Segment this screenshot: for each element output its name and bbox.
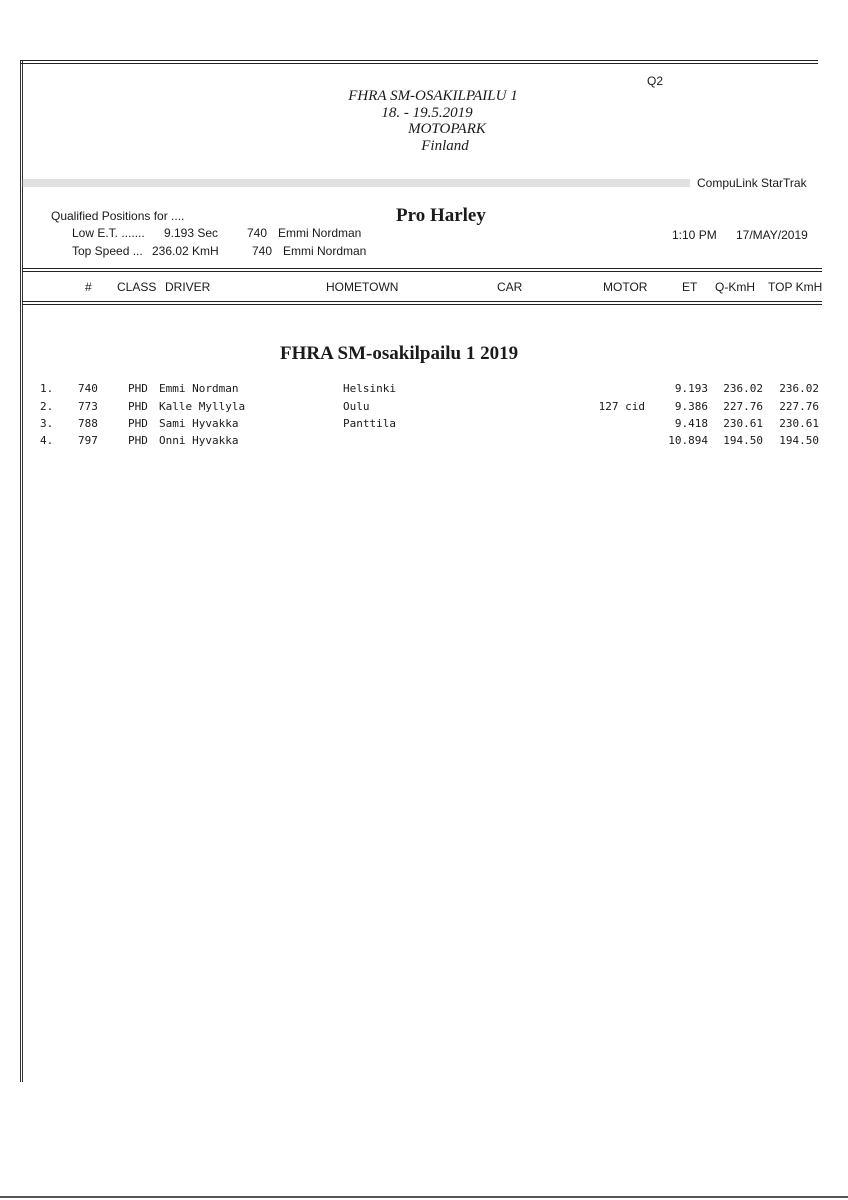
top-rule-inner	[20, 63, 818, 64]
header-rule-bottom-2	[22, 304, 822, 305]
col-car: CAR	[497, 280, 523, 294]
col-class: CLASS	[117, 280, 157, 294]
row-car-number: 788	[78, 417, 98, 430]
row-topkmh: 227.76	[779, 400, 819, 413]
top-speed-label: Top Speed ...	[72, 244, 143, 258]
table-row	[0, 434, 848, 450]
table-row	[0, 417, 848, 433]
row-et: 10.894	[668, 434, 708, 447]
row-qkmh: 194.50	[723, 434, 763, 447]
row-driver: Sami Hyvakka	[159, 417, 239, 430]
row-motor: 127 cid	[598, 400, 645, 413]
system-name: CompuLink StarTrak	[697, 176, 807, 190]
top-speed-driver: Emmi Nordman	[283, 244, 367, 258]
row-qkmh: 230.61	[723, 417, 763, 430]
row-hometown: Helsinki	[343, 382, 396, 395]
row-class: PHD	[128, 400, 148, 413]
report-time: 1:10 PM	[672, 228, 717, 242]
col-et: ET	[682, 280, 698, 294]
qualified-label: Qualified Positions for ....	[51, 209, 185, 223]
row-position: 1.	[40, 382, 54, 395]
col-driver: DRIVER	[165, 280, 211, 294]
event-title: FHRA SM-OSAKILPAILU 1	[348, 88, 518, 104]
top-speed-value: 236.02 KmH	[152, 244, 219, 258]
col-qkmh: Q-KmH	[715, 280, 755, 294]
top-rule	[20, 60, 818, 61]
left-margin-line	[20, 60, 21, 1082]
row-hometown: Oulu	[343, 400, 370, 413]
table-row	[0, 382, 848, 398]
col-number: #	[85, 280, 92, 294]
row-class: PHD	[128, 434, 148, 447]
country: Finland	[421, 138, 469, 154]
row-car-number: 797	[78, 434, 98, 447]
row-position: 2.	[40, 400, 54, 413]
row-topkmh: 236.02	[779, 382, 819, 395]
row-driver: Onni Hyvakka	[159, 434, 239, 447]
row-car-number: 740	[78, 382, 98, 395]
row-qkmh: 227.76	[723, 400, 763, 413]
row-position: 3.	[40, 417, 54, 430]
report-date: 17/MAY/2019	[736, 228, 808, 242]
row-et: 9.418	[674, 417, 708, 430]
row-driver: Kalle Myllyla	[159, 400, 246, 413]
top-speed-car-number: 740	[252, 244, 273, 258]
table-row	[0, 400, 848, 416]
low-et-driver: Emmi Nordman	[278, 226, 362, 240]
col-motor: MOTOR	[603, 280, 648, 294]
header-rule-top	[22, 268, 822, 269]
row-topkmh: 194.50	[779, 434, 819, 447]
row-hometown: Panttila	[343, 417, 396, 430]
row-class: PHD	[128, 382, 148, 395]
header-rule-top-2	[22, 271, 822, 272]
section-title: FHRA SM-osakilpailu 1 2019	[280, 343, 519, 364]
row-position: 4.	[40, 434, 54, 447]
row-qkmh: 236.02	[723, 382, 763, 395]
low-et-label: Low E.T. .......	[72, 226, 145, 240]
bottom-edge	[0, 1196, 848, 1198]
event-dates: 18. - 19.5.2019	[381, 105, 473, 121]
row-et: 9.193	[674, 382, 708, 395]
qualifying-round: Q2	[647, 74, 664, 88]
venue: MOTOPARK	[408, 121, 486, 137]
col-hometown: HOMETOWN	[326, 280, 399, 294]
row-driver: Emmi Nordman	[159, 382, 239, 395]
col-topkmh: TOP KmH	[768, 280, 823, 294]
row-et: 9.386	[674, 400, 708, 413]
header-rule-bottom	[22, 301, 822, 302]
dotted-separator	[22, 179, 690, 187]
row-topkmh: 230.61	[779, 417, 819, 430]
left-margin-line-inner	[22, 60, 23, 1082]
low-et-car-number: 740	[247, 226, 268, 240]
row-class: PHD	[128, 417, 148, 430]
class-title: Pro Harley	[396, 205, 486, 226]
row-car-number: 773	[78, 400, 98, 413]
low-et-value: 9.193 Sec	[164, 226, 219, 240]
